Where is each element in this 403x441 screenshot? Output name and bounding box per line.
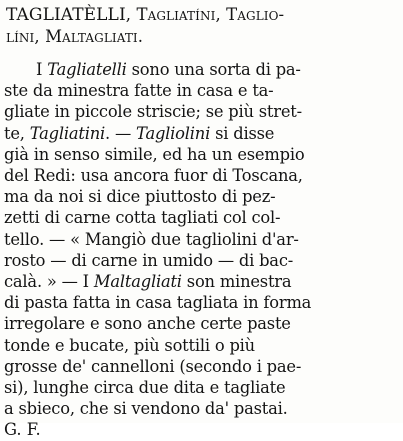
heading-separator: . — [137, 27, 144, 46]
headword-variant: Taglio- — [226, 5, 285, 24]
body-line: già in senso simile, ed ha un esempio — [4, 144, 305, 164]
entry-heading — [6, 4, 401, 48]
body-text: te, — [4, 123, 30, 143]
body-line: gliate in piccole striscie; se più stret- — [4, 102, 302, 122]
entry-body — [4, 59, 399, 441]
body-line: irregolare e sono anche certe paste — [4, 314, 291, 334]
heading-separator: , — [215, 5, 227, 24]
body-line — [4, 271, 399, 292]
body-line: rosto — di carne in umido — di bac- — [4, 250, 294, 270]
body-text: son minestra — [181, 272, 292, 292]
heading-separator: , — [125, 5, 137, 24]
body-text: sono una sorta di pa- — [126, 60, 301, 79]
body-line: tonde e bucate, più sottili o più — [4, 335, 255, 355]
body-line: a sbieco, che si vendono da' pastai. — [4, 399, 288, 419]
italic-term: Maltagliati — [93, 272, 182, 292]
body-line: ste da minestra fatte in casa e ta- — [4, 81, 274, 101]
heading-line — [6, 26, 401, 48]
body-line: grosse de' cannelloni (secondo i pae- — [4, 356, 302, 376]
headword-variant: líni — [6, 27, 35, 46]
body-line: di pasta fatta in casa tagliata in forma — [4, 293, 312, 313]
headword-variant: Maltagliati — [45, 27, 138, 46]
body-text: si disse — [210, 123, 275, 143]
body-line: si), lunghe circa due dita e tagliate — [4, 378, 286, 398]
body-line: del Redi: usa ancora fuor di Toscana, — [4, 166, 303, 186]
body-line: tello. — « Mangiò due tagliolini d'ar- — [4, 229, 299, 249]
heading-line — [6, 4, 401, 26]
body-line — [4, 123, 399, 144]
headword-variant: Tagliatíni — [136, 5, 216, 24]
italic-term: Tagliatelli — [47, 60, 127, 79]
heading-separator: , — [34, 27, 46, 46]
italic-term: Tagliolini — [136, 123, 211, 143]
body-line: zetti di carne cotta tagliati col col- — [4, 208, 281, 228]
body-text: . — — [105, 123, 137, 143]
body-text: calà. » — I — [4, 272, 94, 292]
italic-term: Tagliatini — [29, 123, 106, 143]
body-line — [4, 59, 399, 80]
headword-main: TAGLIATÈLLI — [6, 5, 126, 25]
author-signature: G. F. — [4, 420, 41, 440]
body-text: I — [36, 60, 48, 79]
body-line: ma da noi si dice piuttosto di pez- — [4, 187, 276, 207]
